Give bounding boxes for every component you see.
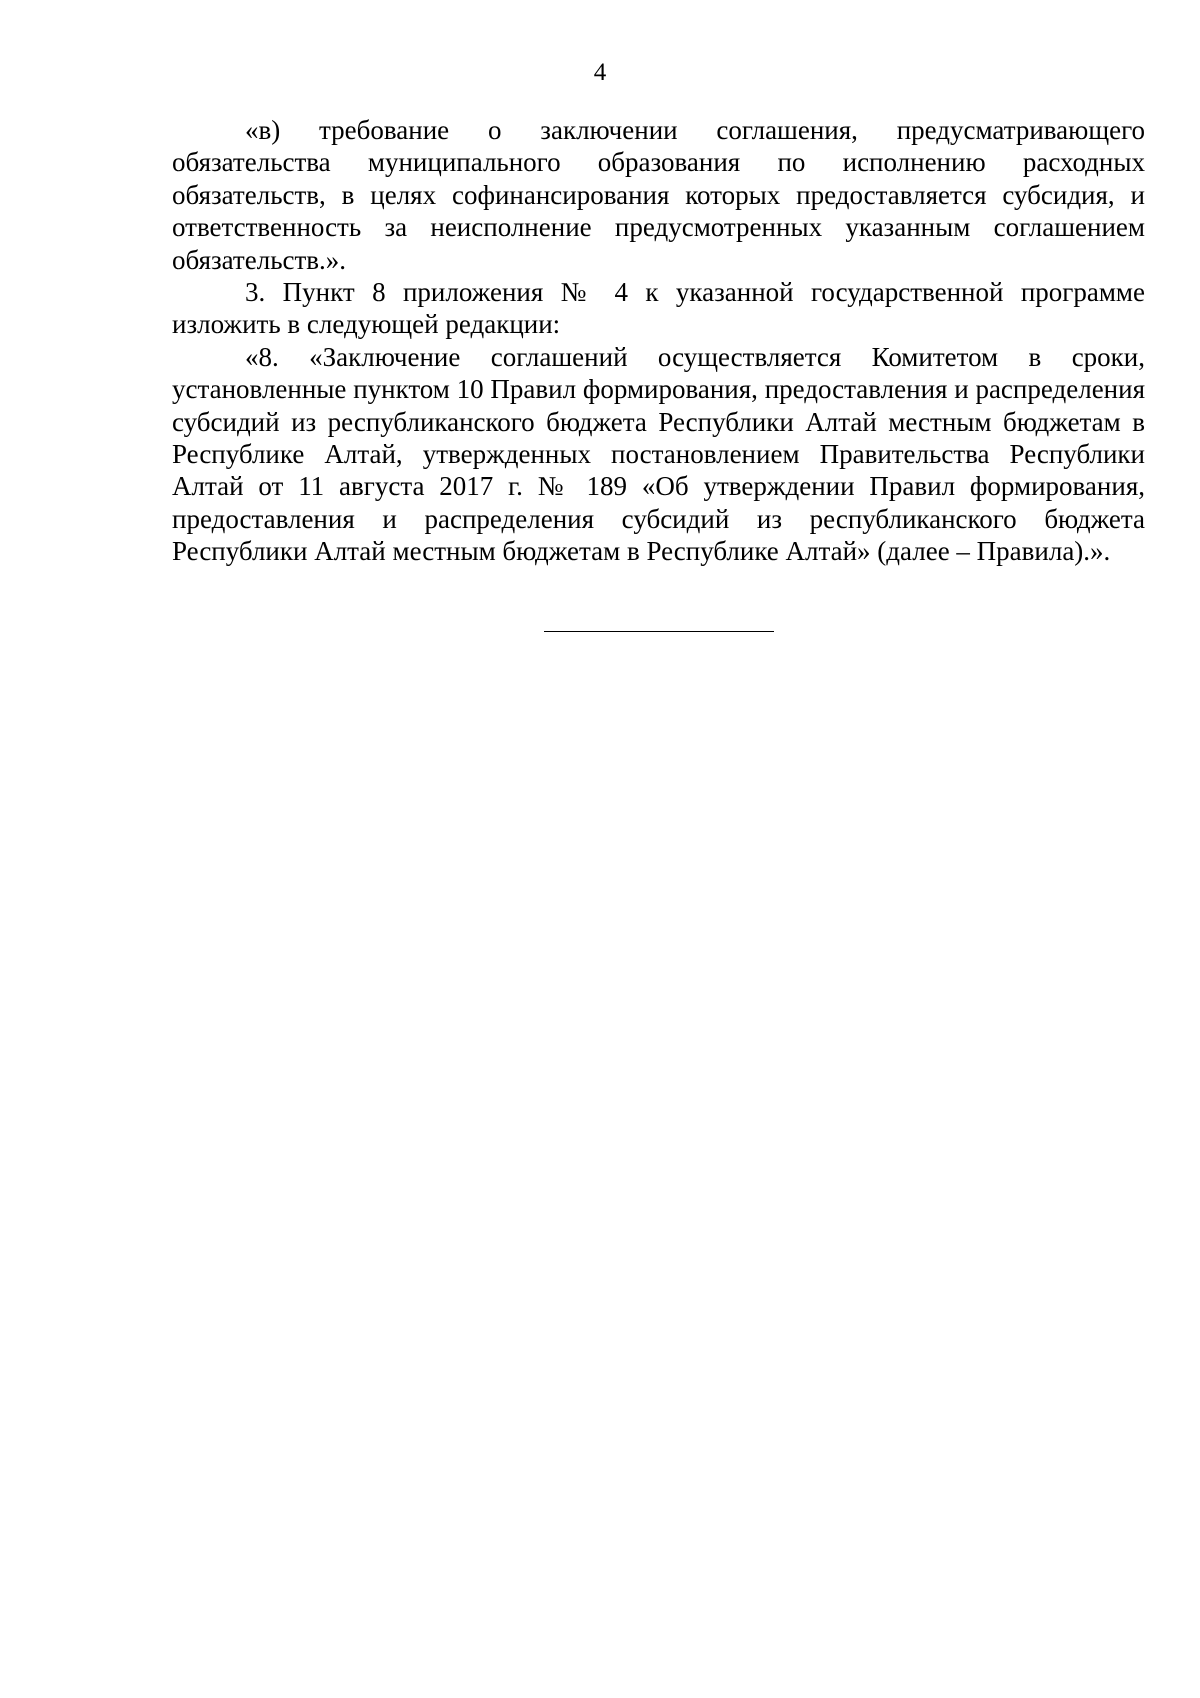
paragraph-item-3-amendment: 3. Пункт 8 приложения № 4 к указанной государственной программе изложить в следующей редакции:	[172, 277, 1145, 340]
page-number: 4	[593, 59, 607, 86]
document-body	[172, 114, 1145, 568]
paragraph-subsidy-agreement-requirement: «в) требование о заключении соглашения, предусматривающего обязательства муниципального образования по исполнению расходных обязательств, в целях софинансирования которых предоставляется субсидия, и ответственность за неисполнение предусмотренных указанным соглашением обязательств.».	[172, 115, 1145, 275]
closing-separator-line	[544, 631, 774, 632]
paragraph-item-8-new-wording: «8. «Заключение соглашений осуществляется Комитетом в сроки, установленные пунктом 10 Правил формирования, предоставления и распределения субсидий из республиканского бюджета Республики Алтай местным бюджетам в Республике Алтай, утвержденных постановлением Правительства Республики Алтай от 11 августа 2017 г. № 189 «Об утверждении Правил формирования, предоставления и распределения субсидий из республиканского бюджета Республики Алтай местным бюджетам в Республике Алтай» (далее – Правила).».	[172, 341, 1145, 567]
